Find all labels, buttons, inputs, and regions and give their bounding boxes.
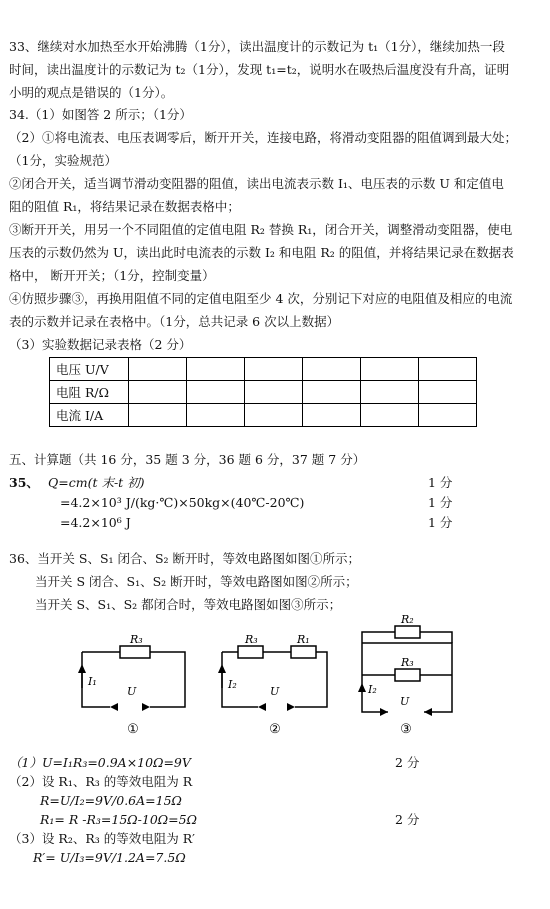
- c1-u-label: U: [127, 685, 137, 698]
- resistor-r2: [395, 626, 420, 638]
- c3-r2-label: R₃: [401, 656, 414, 669]
- q34-line5: 阻的阻值 R₁，将结果记录在数据表格中；: [9, 199, 240, 214]
- resistor-r3: [238, 646, 263, 658]
- c1-i-label: I₁: [88, 675, 97, 688]
- q34-line6: ③断开开关，用另一个不同阻值的定值电阻 R₂ 替换 R₁，闭合开关，调整滑动变阻器，使电: [9, 222, 513, 237]
- arrow-left-icon: [424, 708, 432, 716]
- arrow-right-icon: [142, 703, 150, 711]
- c2-caption: ②: [269, 722, 281, 737]
- c2-u-label: U: [270, 685, 280, 698]
- c2-r2-label: R₁: [297, 633, 310, 646]
- q35-eq1: Q=cm(t 末-t 初): [48, 475, 145, 490]
- q35-eq3: =4.2×10⁶ J: [60, 515, 131, 530]
- arrow-up-icon: [358, 683, 366, 692]
- q34-line10: 表的示数并记录在表格中。（1分，总共记录 6 次以上数据）: [9, 314, 340, 329]
- c2-r1-label: R₃: [245, 633, 258, 646]
- q33-line1: 33、继续对水加热至水开始沸腾（1分），读出温度计的示数记为 t₁（1分），继续加热一段: [9, 39, 505, 54]
- q35-number: 35、: [9, 475, 39, 490]
- resistor-r3: [395, 669, 420, 681]
- c1-caption: ①: [127, 722, 139, 737]
- resistor-r3: [120, 646, 150, 658]
- q36-sol3: R=U/I₂=9V/0.6A=15Ω: [40, 793, 182, 808]
- q36-sol2: （2）设 R₁、R₃ 的等效电阻为 R: [9, 774, 193, 789]
- q34-line7: 压表的示数仍然为 U，读出此时电流表的示数 I₂ 和电阻 R₂ 的阻值，并将结果记录在数据表: [9, 245, 514, 260]
- c1-r-label: R₃: [130, 633, 143, 646]
- row-header-current: 电流 I/A: [50, 404, 129, 427]
- q36-points-1: 2 分: [395, 755, 420, 770]
- q34-line9: ④仿照步骤③，再换用阻值不同的定值电阻至少 4 次，分别记下对应的电阻值及相应的电流: [9, 291, 513, 306]
- q34-line4: ②闭合开关，适当调节滑动变阻器的阻值，读出电流表示数 I₁、电压表的示数 U 和定值电: [9, 176, 504, 191]
- q36-sol5: （3）设 R₂、R₃ 的等效电阻为 R′: [9, 831, 195, 846]
- row-header-voltage: 电压 U/V: [50, 358, 129, 381]
- q36-sol1: （1）U=I₁R₃=0.9A×10Ω=9V: [9, 755, 191, 770]
- q36-line1: 36、当开关 S、S₁ 闭合、S₂ 断开时，等效电路图如图①所示；: [9, 551, 361, 566]
- c3-r1-label: R₂: [401, 613, 414, 626]
- q34-line8: 格中， 断开开关；（1分，控制变量）: [9, 268, 215, 283]
- c3-caption: ③: [400, 722, 412, 737]
- q35-eq2: =4.2×10³ J/(kg·℃)×50kg×(40℃-20℃): [60, 495, 305, 510]
- arrow-right-icon: [380, 708, 388, 716]
- q35-points-3: 1 分: [428, 515, 453, 530]
- q34-line1: 34.（1）如图答 2 所示；（1分）: [9, 107, 192, 122]
- arrow-up-icon: [78, 664, 86, 673]
- arrow-left-icon: [110, 703, 118, 711]
- q36-points-2: 2 分: [395, 812, 420, 827]
- c3-u-label: U: [400, 695, 410, 708]
- c2-i-label: I₂: [228, 678, 237, 691]
- arrow-left-icon: [258, 703, 266, 711]
- q36-sol6: R′= U/I₃=9V/1.2A=7.5Ω: [33, 850, 186, 865]
- q34-line11: （3）实验数据记录表格（2 分）: [9, 337, 192, 352]
- q33-line3: 小明的观点是错误的（1分）。: [9, 85, 174, 100]
- q35-points-2: 1 分: [428, 495, 453, 510]
- c3-i-label: I₂: [368, 683, 377, 696]
- row-header-resistance: 电阻 R/Ω: [50, 381, 129, 404]
- q34-line2: （2）①将电流表、电压表调零后，断开开关，连接电路，将滑动变阻器的阻值调到最大处；: [9, 130, 517, 145]
- arrow-right-icon: [287, 703, 295, 711]
- q36-sol4: R₁= R -R₃=15Ω-10Ω=5Ω: [40, 812, 197, 827]
- resistor-r1: [291, 646, 316, 658]
- q36-line3: 当开关 S、S₁、S₂ 都闭合时，等效电路图如图③所示；: [35, 597, 342, 612]
- q36-line2: 当开关 S 闭合、S₁、S₂ 断开时，等效电路图如图②所示；: [35, 574, 358, 589]
- q34-line3: （1分，实验规范）: [9, 153, 117, 168]
- q35-points-1: 1 分: [428, 475, 453, 490]
- arrow-up-icon: [218, 664, 226, 673]
- q33-line2: 时间，读出温度计的示数记为 t₂（1分），发现 t₁=t₂，说明水在吸热后温度没有升高，证明: [9, 62, 510, 77]
- section5-title: 五、计算题（共 16 分，35 题 3 分，36 题 6 分，37 题 7 分）: [9, 452, 366, 467]
